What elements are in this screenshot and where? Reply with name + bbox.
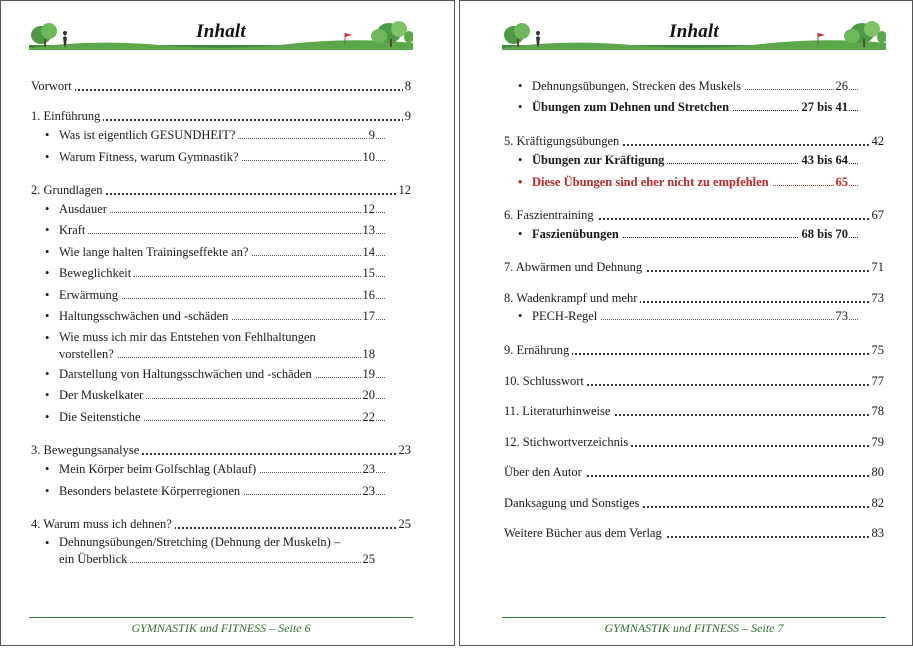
toc-entry-label: Übungen zur Kräftigung — [532, 153, 667, 167]
bullet-icon: • — [45, 484, 50, 498]
toc-entry-page: 83 — [871, 526, 884, 540]
toc-entry-page: 42 — [871, 134, 884, 148]
toc-entry-label: 3. Bewegungsanalyse — [31, 443, 142, 457]
toc-entry-page: 67 — [871, 208, 884, 222]
toc-subentry[interactable] — [45, 200, 411, 218]
page-header-banner — [29, 21, 413, 53]
toc-entry-label: Dehnungsübungen/Stretching (Dehnung der Muskeln) – — [59, 534, 411, 550]
toc-entry-label: Ausdauer — [59, 202, 110, 216]
toc-entry-page: 71 — [871, 260, 884, 274]
bullet-icon: • — [518, 79, 523, 93]
toc-entry[interactable] — [504, 289, 884, 307]
bullet-icon: • — [45, 245, 50, 259]
bullet-icon: • — [518, 309, 523, 323]
toc-entry[interactable] — [31, 181, 411, 199]
toc-entry[interactable] — [504, 494, 884, 512]
toc-entry-page: 12 — [362, 202, 375, 216]
toc-entry-label: Mein Körper beim Golfschlag (Ablauf) — [59, 462, 259, 476]
toc-subentry[interactable] — [45, 243, 411, 261]
toc-entry[interactable] — [504, 402, 884, 420]
bullet-icon: • — [45, 309, 50, 323]
toc-subentry[interactable] — [45, 126, 411, 144]
toc-entry-page: 65 — [835, 175, 848, 189]
toc-subentry[interactable] — [518, 307, 884, 325]
bullet-icon: • — [45, 266, 50, 280]
toc-entry-page: 10 — [362, 150, 375, 164]
toc-subentry-warning[interactable] — [518, 173, 884, 191]
toc-subentry[interactable] — [45, 148, 411, 166]
bullet-icon: • — [518, 175, 523, 189]
bullet-icon: • — [45, 331, 50, 345]
toc-entry-label: 7. Abwärmen und Dehnung — [504, 260, 645, 274]
bullet-icon: • — [45, 388, 50, 402]
toc-entry-label: 4. Warum muss ich dehnen? — [31, 517, 175, 531]
toc-entry[interactable] — [504, 463, 884, 481]
bullet-icon: • — [45, 536, 50, 550]
toc-entry-label: Haltungsschwächen und -schäden — [59, 309, 231, 323]
toc-entry[interactable] — [504, 372, 884, 390]
toc-entry-label: Darstellung von Haltungsschwächen und -schäden — [59, 367, 315, 381]
toc-entry-page: 78 — [871, 404, 884, 418]
toc-subentry[interactable] — [518, 225, 884, 243]
toc-entry-label: Übungen zum Dehnen und Stretchen — [532, 100, 732, 114]
toc-entry-label: Vorwort — [31, 79, 75, 93]
toc-subentry[interactable] — [45, 329, 411, 363]
toc-entry-label: Die Seitenstiche — [59, 410, 144, 424]
toc-entry-page: 19 — [362, 367, 375, 381]
toc-entry-page: 75 — [871, 343, 884, 357]
bullet-icon: • — [45, 128, 50, 142]
toc-entry-label: 9. Ernährung — [504, 343, 572, 357]
right-page — [459, 0, 913, 646]
toc-entry[interactable] — [504, 433, 884, 451]
toc-entry-page: 17 — [362, 309, 375, 323]
page-header-banner — [502, 21, 886, 53]
toc-entry-label: Besonders belastete Körperregionen — [59, 484, 243, 498]
toc-entry-label: Wie lange halten Trainingseffekte an? — [59, 245, 251, 259]
toc-entry-label: 1. Einführung — [31, 109, 103, 123]
toc-entry[interactable] — [31, 515, 411, 533]
bullet-icon: • — [45, 410, 50, 424]
toc-entry-label: 6. Faszientraining — [504, 208, 597, 222]
bullet-icon: • — [518, 100, 523, 114]
page-title: Inhalt — [669, 21, 719, 42]
toc-entry-label: Danksagung und Sonstiges — [504, 496, 642, 510]
bullet-icon: • — [45, 288, 50, 302]
bullet-icon: • — [45, 150, 50, 164]
toc-entry-label: Warum Fitness, warum Gymnastik? — [59, 150, 242, 164]
toc-entry-label: Faszienübungen — [532, 227, 622, 241]
toc-entry-page: 13 — [362, 223, 375, 237]
toc-subentry[interactable] — [518, 151, 884, 169]
toc-entry-page: 23 — [362, 462, 375, 476]
toc-entry[interactable] — [31, 441, 411, 459]
bullet-icon: • — [518, 227, 523, 241]
toc-entry-page: 20 — [362, 388, 375, 402]
toc-entry-page: 73 — [871, 291, 884, 305]
toc-entry-page: 73 — [835, 309, 848, 323]
toc-entry-page: 23 — [362, 484, 375, 498]
toc-entry-page: 77 — [871, 374, 884, 388]
bullet-icon: • — [518, 153, 523, 167]
toc-entry-page: 43 bis 64 — [801, 153, 848, 167]
toc-subentry[interactable] — [518, 77, 884, 95]
toc-entry-label: Diese Übungen sind eher nicht zu empfehlen — [532, 175, 772, 189]
toc-entry-page: 25 — [362, 552, 375, 566]
toc-entry-page: 9 — [368, 128, 375, 142]
toc-entry-label: 2. Grundlagen — [31, 183, 106, 197]
toc-entry-label: Wie muss ich mir das Entstehen von Fehlhaltungen — [59, 329, 411, 345]
toc-entry-label: 11. Literaturhinweise — [504, 404, 613, 418]
toc-entry-label: Dehnungsübungen, Strecken des Muskels — [532, 79, 744, 93]
toc-entry-label: Der Muskelkater — [59, 388, 146, 402]
toc-subentry[interactable] — [45, 221, 411, 239]
toc-entry-page: 27 bis 41 — [801, 100, 848, 114]
toc-entry-label: 8. Wadenkrampf und mehr — [504, 291, 640, 305]
toc-subentry[interactable] — [45, 307, 411, 325]
toc-subentry[interactable] — [45, 365, 411, 383]
bullet-icon: • — [45, 367, 50, 381]
toc-subentry[interactable] — [45, 460, 411, 478]
toc-entry-label: Über den Autor — [504, 465, 585, 479]
toc-entry[interactable] — [31, 107, 411, 125]
toc-entry-page: 82 — [871, 496, 884, 510]
toc-entry[interactable] — [504, 341, 884, 359]
toc-subentry[interactable] — [45, 286, 411, 304]
toc-entry-page: 79 — [871, 435, 884, 449]
toc-entry-label: Weitere Bücher aus dem Verlag — [504, 526, 665, 540]
toc-entry-page: 22 — [362, 410, 375, 424]
toc-subentry[interactable] — [518, 98, 884, 116]
toc-entry-label: 12. Stichwortverzeichnis — [504, 435, 631, 449]
page-footer: GYMNASTIK und FITNESS – Seite 6 — [29, 617, 413, 636]
bullet-icon: • — [45, 202, 50, 216]
toc-entry-page: 15 — [362, 266, 375, 280]
toc-entry-label: Erwärmung — [59, 288, 121, 302]
toc-entry[interactable] — [504, 206, 884, 224]
toc-entry[interactable] — [504, 258, 884, 276]
toc-subentry[interactable] — [45, 534, 411, 568]
toc-entry-page: 14 — [362, 245, 375, 259]
toc-entry-page: 16 — [362, 288, 375, 302]
toc-entry-page: 26 — [835, 79, 848, 93]
toc-subentry[interactable] — [45, 386, 411, 404]
toc-entry-label: Was ist eigentlich GESUNDHEIT? — [59, 128, 238, 142]
toc-entry-label: Beweglichkeit — [59, 266, 134, 280]
toc-entry-label-continued: ein Überblick — [59, 552, 130, 566]
bullet-icon: • — [45, 223, 50, 237]
toc-subentry[interactable] — [45, 264, 411, 282]
toc-entry-page: 80 — [871, 465, 884, 479]
toc-entry-label: 5. Kräftigungsübungen — [504, 134, 622, 148]
toc-entry-page: 18 — [362, 347, 375, 361]
toc-entry[interactable] — [504, 524, 884, 542]
toc-entry-label: Kraft — [59, 223, 88, 237]
toc-entry-page: 12 — [398, 183, 411, 197]
toc-entry-label: PECH-Regel — [532, 309, 600, 323]
toc-entry-label: 10. Schlusswort — [504, 374, 587, 388]
toc-entry-label-continued: vorstellen? — [59, 347, 117, 361]
toc-entry-page: 8 — [404, 79, 411, 93]
left-page — [0, 0, 455, 646]
toc-entry[interactable] — [504, 132, 884, 150]
toc-entry-page: 25 — [398, 517, 411, 531]
toc-subentry[interactable] — [45, 482, 411, 500]
bullet-icon: • — [45, 462, 50, 476]
page-title: Inhalt — [196, 21, 246, 42]
toc-subentry[interactable] — [45, 408, 411, 426]
toc-entry-page: 9 — [404, 109, 411, 123]
page-footer: GYMNASTIK und FITNESS – Seite 7 — [502, 617, 886, 636]
toc-entry-page: 68 bis 70 — [801, 227, 848, 241]
toc-entry[interactable] — [31, 77, 411, 95]
toc-entry-page: 23 — [398, 443, 411, 457]
